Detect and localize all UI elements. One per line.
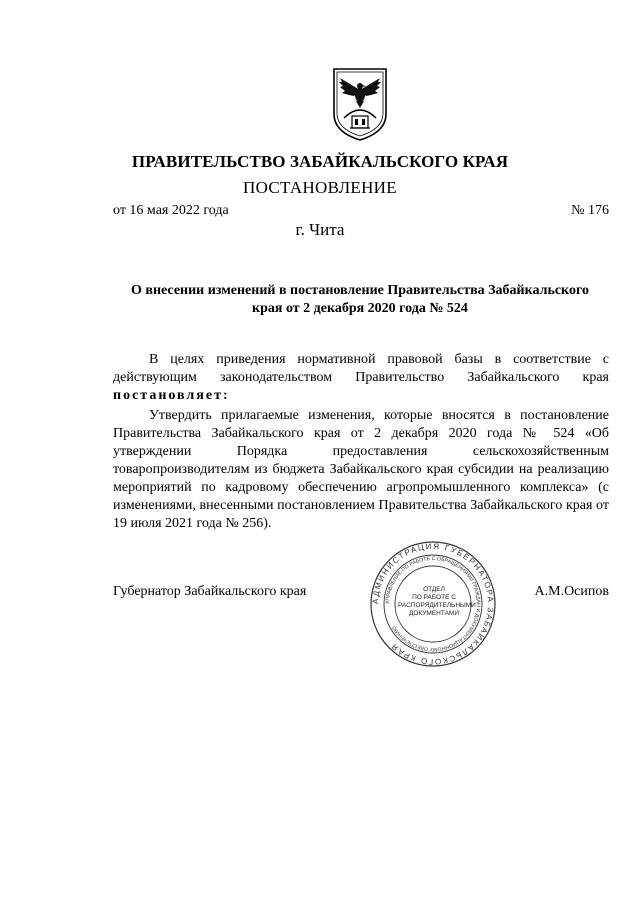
stamp-center-line: РАСПОРЯДИТЕЛЬНЫМИ [398, 602, 476, 609]
stamp-inner-text: УПРАВЛЕНИЕ ПО РАБОТЕ С ОБРАЩЕНИЯМИ ГРАЖДАН И ДОКУМЕНТАЦИОННОМУ ОБЕСПЕЧЕНИЮ [384, 555, 482, 653]
document-type: ПОСТАНОВЛЕНИЕ [243, 178, 397, 197]
document-number: № 176 [571, 203, 609, 218]
stamp-outer-text: АДМИНИСТРАЦИЯ ГУБЕРНАТОРА ЗАБАЙКАЛЬСКОГО КРАЯ [370, 541, 496, 667]
signer-name: А.М.Осипов [534, 584, 609, 599]
stamp-center-text [398, 586, 476, 618]
organization-title: ПРАВИТЕЛЬСТВО ЗАБАЙКАЛЬСКОГО КРАЯ [131, 152, 509, 171]
signer-title: Губернатор Забайкальского края [113, 584, 307, 599]
preamble-text: В целях приведения нормативной правовой базы в соответствие с действующим законодательством Правительство Забайкальского края [113, 352, 609, 385]
decree-word: постановляет: [113, 388, 230, 403]
city-label: г. Чита [295, 220, 345, 239]
resolution-paragraph: Утвердить прилагаемые изменения, которые вносятся в постановление Правительства Забайкальского края от 2 декабря 2020 года № 524 «Об утверждении Порядка предоставления сельскохозяйственным товаропроизводителям из бюджета Забайкальского края субсидии на реализацию мероприятий по кадровому обеспечению агропромышленного комплекса» (с изменениями, внесенными постановлением Правительства Забайкальского края от 19 июля 2021 года № 256). [113, 408, 609, 531]
coat-of-arms-icon [330, 66, 390, 142]
document-date: от 16 мая 2022 года [113, 203, 229, 218]
stamp-center-line: ПО РАБОТЕ С [412, 594, 456, 601]
stamp-center-line: ДОКУМЕНТАМИ [408, 610, 460, 617]
document-subject [110, 282, 610, 318]
stamp-center-line: ОТДЕЛ [423, 586, 445, 593]
subject-line-2: края от 2 декабря 2020 года № 524 [252, 301, 468, 316]
subject-line-1: О внесении изменений в постановление Правительства Забайкальского [131, 283, 589, 298]
preamble-paragraph [113, 351, 609, 405]
